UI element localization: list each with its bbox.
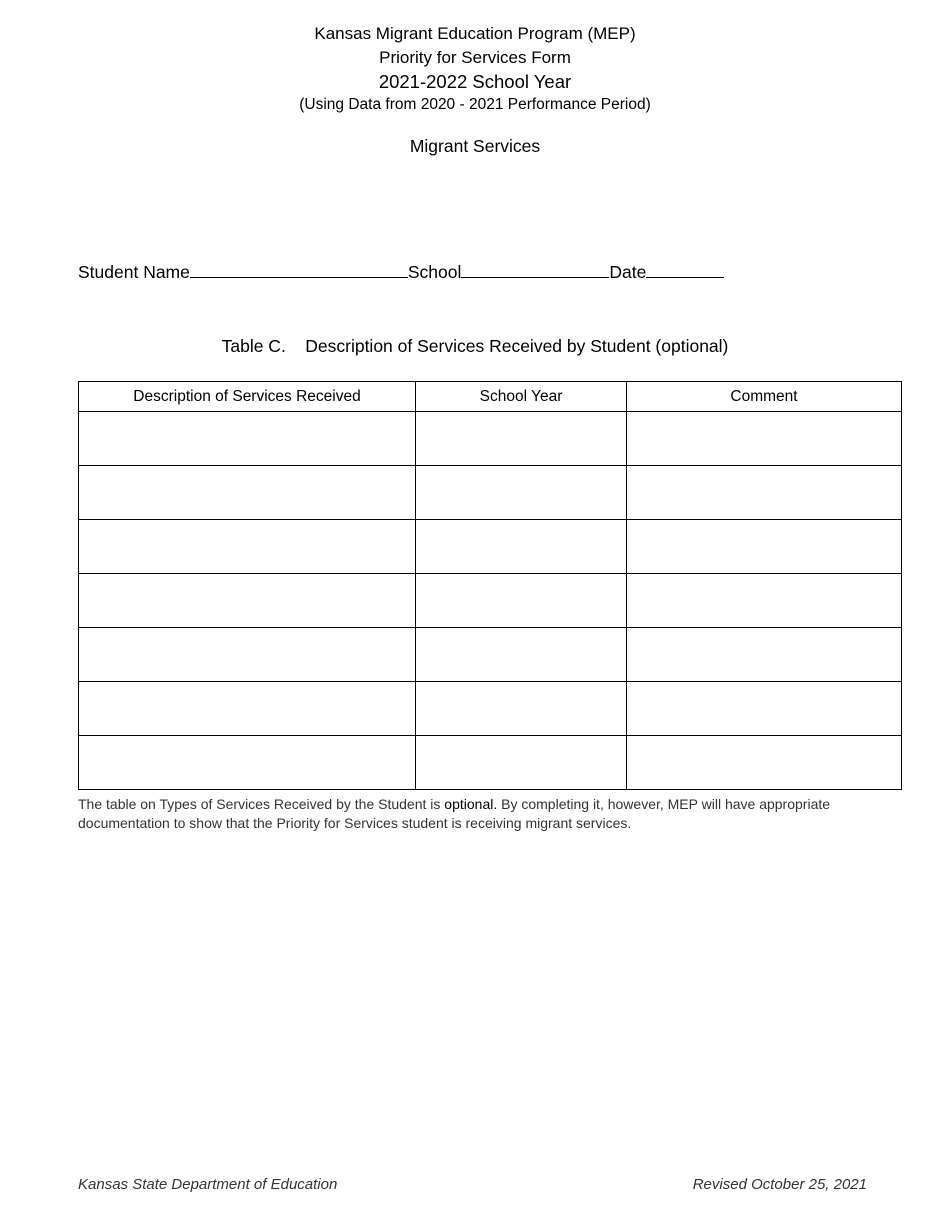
school-field[interactable]	[461, 261, 609, 278]
note-text-start: The table on Types of Services Received by the Student is	[78, 796, 445, 812]
table-row	[79, 520, 902, 574]
school-year-cell[interactable]	[416, 466, 627, 520]
table-row	[79, 628, 902, 682]
description-cell[interactable]	[79, 682, 416, 736]
table-row	[79, 574, 902, 628]
comment-cell[interactable]	[627, 628, 902, 682]
column-header-school-year: School Year	[416, 382, 627, 412]
comment-cell[interactable]	[627, 574, 902, 628]
description-cell[interactable]	[79, 736, 416, 790]
form-header	[0, 22, 950, 116]
column-header-comment: Comment	[627, 382, 902, 412]
services-table	[78, 381, 902, 790]
comment-cell[interactable]	[627, 466, 902, 520]
table-row	[79, 412, 902, 466]
school-year-cell[interactable]	[416, 520, 627, 574]
description-cell[interactable]	[79, 412, 416, 466]
description-cell[interactable]	[79, 574, 416, 628]
school-year-title: 2021-2022 School Year	[378, 71, 572, 92]
description-cell[interactable]	[79, 628, 416, 682]
section-title: Migrant Services	[409, 136, 541, 156]
table-header-row	[79, 382, 902, 412]
comment-cell[interactable]	[627, 520, 902, 574]
table-row	[79, 682, 902, 736]
comment-cell[interactable]	[627, 736, 902, 790]
program-title: Kansas Migrant Education Program (MEP)	[314, 24, 636, 43]
table-caption: Table C. Description of Services Received by Student (optional)	[221, 336, 729, 356]
date-label: Date	[609, 262, 647, 282]
student-name-label: Student Name	[78, 262, 190, 282]
description-cell[interactable]	[79, 466, 416, 520]
note-text-end: By completing it, however, MEP will have appropriate documentation to show that the Priority for Services student is receiving migrant services.	[78, 796, 831, 831]
school-year-cell[interactable]	[416, 412, 627, 466]
table-row	[79, 466, 902, 520]
school-year-cell[interactable]	[416, 736, 627, 790]
school-year-cell[interactable]	[416, 628, 627, 682]
description-cell[interactable]	[79, 520, 416, 574]
footer-revision-date: Revised October 25, 2021	[692, 1176, 867, 1193]
student-name-field[interactable]	[190, 261, 408, 278]
footer-agency: Kansas State Department of Education	[78, 1176, 338, 1193]
form-title: Priority for Services Form	[379, 48, 571, 67]
optional-table-note	[78, 795, 878, 833]
table-row	[79, 736, 902, 790]
data-period-subtitle: (Using Data from 2020 - 2021 Performance Period)	[299, 96, 651, 113]
school-year-cell[interactable]	[416, 682, 627, 736]
school-year-cell[interactable]	[416, 574, 627, 628]
student-info-line	[78, 261, 724, 283]
column-header-description: Description of Services Received	[79, 382, 416, 412]
school-label: School	[407, 262, 462, 282]
comment-cell[interactable]	[627, 682, 902, 736]
comment-cell[interactable]	[627, 412, 902, 466]
date-field[interactable]	[646, 261, 724, 278]
note-optional-emphasis: optional.	[444, 796, 498, 812]
